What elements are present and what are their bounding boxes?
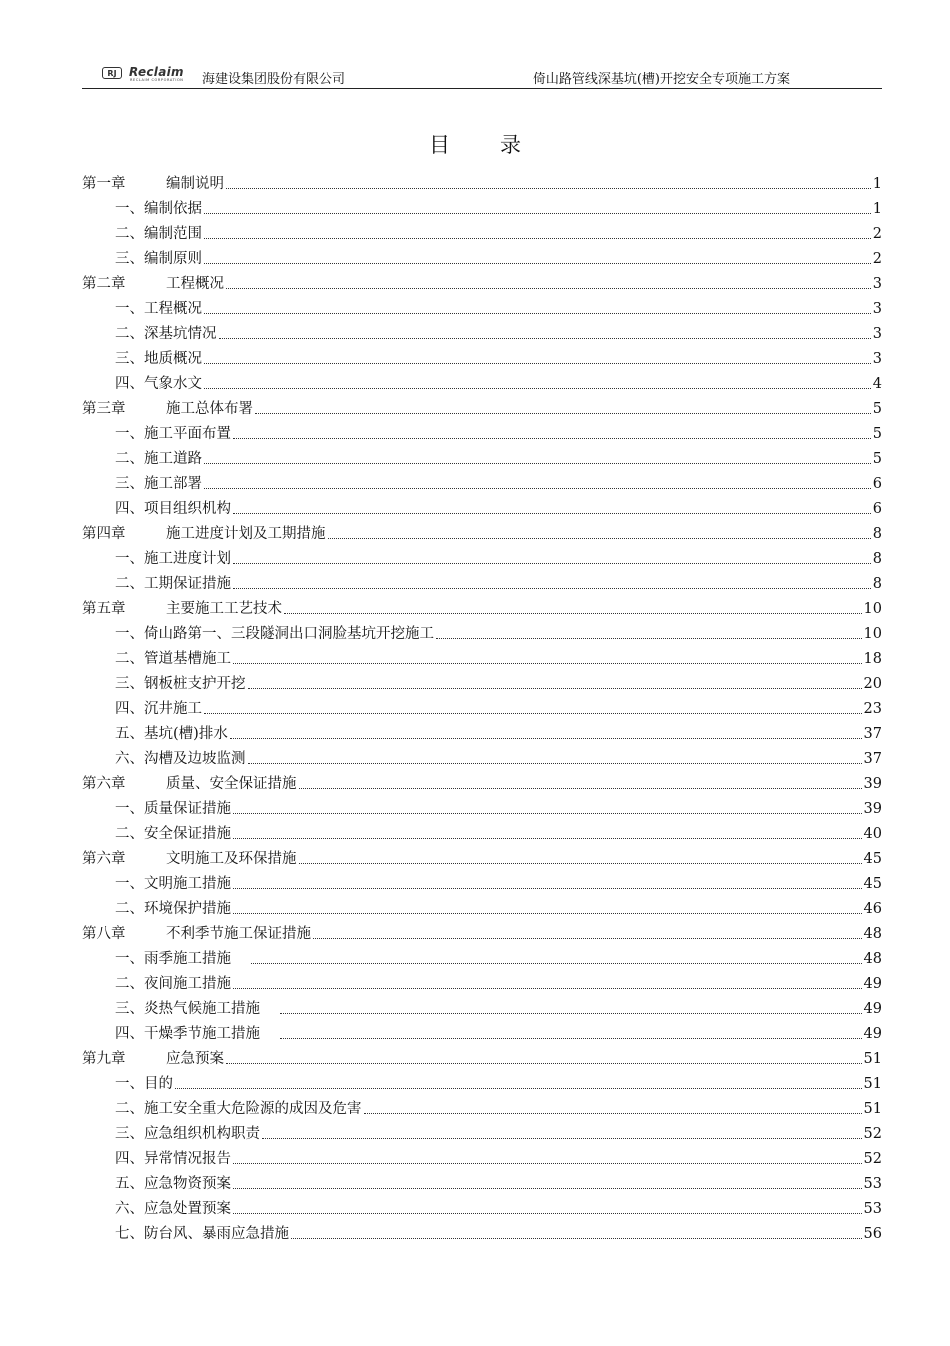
toc-entry-title: 不利季节施工保证措施 bbox=[166, 926, 311, 942]
toc-entry-title: 三、炎热气候施工措施 bbox=[115, 1001, 260, 1017]
toc-chapter-entry[interactable] bbox=[82, 1044, 882, 1069]
toc-section-entry[interactable] bbox=[82, 744, 882, 769]
toc-section-entry[interactable] bbox=[82, 794, 882, 819]
toc-page-number: 45 bbox=[863, 851, 882, 867]
toc-chapter-number: 第六章 bbox=[82, 776, 126, 792]
toc-dot-leader bbox=[230, 737, 862, 739]
toc-dot-leader bbox=[233, 662, 862, 664]
toc-page-number: 51 bbox=[863, 1076, 882, 1092]
toc-heading: 目录 bbox=[429, 133, 571, 157]
toc-dot-leader bbox=[233, 987, 862, 989]
toc-section-entry[interactable] bbox=[82, 719, 882, 744]
toc-entry-title: 二、工期保证措施 bbox=[115, 576, 231, 592]
toc-entry-title: 二、环境保护措施 bbox=[115, 901, 231, 917]
toc-page-number: 49 bbox=[863, 1001, 882, 1017]
toc-entry-title: 一、雨季施工措施 bbox=[115, 951, 231, 967]
toc-section-entry[interactable] bbox=[82, 244, 882, 269]
toc-entry-title: 一、目的 bbox=[115, 1076, 173, 1092]
logo-wordmark: Reclaim bbox=[129, 65, 184, 79]
toc-page-number: 53 bbox=[863, 1201, 882, 1217]
toc-page-number: 23 bbox=[863, 701, 882, 717]
toc-dot-leader bbox=[299, 787, 862, 789]
toc-section-entry[interactable] bbox=[82, 669, 882, 694]
toc-dot-leader bbox=[233, 812, 862, 814]
toc-entry-title: 四、气象水文 bbox=[115, 376, 202, 392]
toc-page-number: 51 bbox=[863, 1051, 882, 1067]
toc-dot-leader bbox=[204, 462, 871, 464]
toc-section-entry[interactable] bbox=[82, 419, 882, 444]
toc-entry-title: 三、地质概况 bbox=[115, 351, 202, 367]
toc-page-number: 18 bbox=[863, 651, 882, 667]
toc-chapter-number: 第九章 bbox=[82, 1051, 126, 1067]
toc-dot-leader bbox=[219, 337, 871, 339]
toc-dot-leader bbox=[233, 512, 871, 514]
toc-dot-leader bbox=[226, 187, 871, 189]
toc-chapter-entry[interactable] bbox=[82, 169, 882, 194]
toc-dot-leader bbox=[248, 762, 862, 764]
toc-entry-title: 二、编制范围 bbox=[115, 226, 202, 242]
toc-dot-leader bbox=[233, 837, 862, 839]
toc-dot-leader bbox=[175, 1087, 862, 1089]
toc-dot-leader bbox=[204, 387, 871, 389]
toc-section-entry[interactable] bbox=[82, 294, 882, 319]
toc-dot-leader bbox=[284, 612, 862, 614]
toc-entry-title: 质量、安全保证措施 bbox=[166, 776, 297, 792]
toc-dot-leader bbox=[204, 712, 862, 714]
toc-entry-title: 三、编制原则 bbox=[115, 251, 202, 267]
toc-section-entry[interactable] bbox=[82, 1019, 882, 1044]
toc-page-number: 49 bbox=[863, 976, 882, 992]
toc-dot-leader bbox=[204, 262, 871, 264]
toc-dot-leader bbox=[328, 537, 871, 539]
toc-chapter-number: 第四章 bbox=[82, 526, 126, 542]
toc-chapter-number: 第一章 bbox=[82, 176, 126, 192]
toc-page-number: 40 bbox=[863, 826, 882, 842]
toc-entry-title: 三、钢板桩支护开挖 bbox=[115, 676, 246, 692]
toc-page-number: 8 bbox=[872, 551, 882, 567]
toc-page-number: 51 bbox=[863, 1101, 882, 1117]
toc-section-entry[interactable] bbox=[82, 569, 882, 594]
toc-entry-title: 工程概况 bbox=[166, 276, 224, 292]
toc-page-number: 39 bbox=[863, 776, 882, 792]
toc-section-entry[interactable] bbox=[82, 1219, 882, 1244]
toc-chapter-number: 第五章 bbox=[82, 601, 126, 617]
toc-dot-leader bbox=[299, 862, 862, 864]
toc-entry-title: 二、管道基槽施工 bbox=[115, 651, 231, 667]
toc-page-number: 4 bbox=[872, 376, 882, 392]
toc-entry-title: 文明施工及环保措施 bbox=[166, 851, 297, 867]
table-of-contents bbox=[82, 169, 882, 1244]
toc-section-entry[interactable] bbox=[82, 969, 882, 994]
toc-page-number: 3 bbox=[872, 351, 882, 367]
toc-page-number: 5 bbox=[872, 401, 882, 417]
toc-dot-leader bbox=[313, 937, 862, 939]
toc-section-entry[interactable] bbox=[82, 1094, 882, 1119]
toc-section-entry[interactable] bbox=[82, 1169, 882, 1194]
toc-dot-leader bbox=[233, 1187, 862, 1189]
toc-section-entry[interactable] bbox=[82, 219, 882, 244]
toc-section-entry[interactable] bbox=[82, 319, 882, 344]
logo-mark: RJ bbox=[102, 67, 122, 79]
toc-section-entry[interactable] bbox=[82, 894, 882, 919]
toc-section-entry[interactable] bbox=[82, 1144, 882, 1169]
company-logo bbox=[102, 66, 198, 83]
toc-chapter-number: 第二章 bbox=[82, 276, 126, 292]
toc-page-number: 52 bbox=[863, 1151, 882, 1167]
toc-entry-title: 施工进度计划及工期措施 bbox=[166, 526, 326, 542]
toc-page-number: 1 bbox=[872, 176, 882, 192]
toc-page-number: 46 bbox=[863, 901, 882, 917]
toc-entry-title: 应急预案 bbox=[166, 1051, 224, 1067]
toc-page-number: 53 bbox=[863, 1176, 882, 1192]
toc-entry-title: 二、安全保证措施 bbox=[115, 826, 231, 842]
toc-entry-title: 一、编制依据 bbox=[115, 201, 202, 217]
toc-dot-leader bbox=[204, 212, 871, 214]
toc-chapter-entry[interactable] bbox=[82, 769, 882, 794]
toc-entry-title: 六、沟槽及边坡监测 bbox=[115, 751, 246, 767]
toc-section-entry[interactable] bbox=[82, 994, 882, 1019]
toc-section-entry[interactable] bbox=[82, 619, 882, 644]
page-header bbox=[82, 64, 882, 89]
toc-page-number: 1 bbox=[872, 201, 882, 217]
toc-page-number: 3 bbox=[872, 276, 882, 292]
toc-page-number: 6 bbox=[872, 501, 882, 517]
toc-page-number: 5 bbox=[872, 451, 882, 467]
toc-chapter-entry[interactable] bbox=[82, 269, 882, 294]
toc-section-entry[interactable] bbox=[82, 194, 882, 219]
toc-section-entry[interactable] bbox=[82, 694, 882, 719]
toc-section-entry[interactable] bbox=[82, 444, 882, 469]
toc-entry-title: 三、应急组织机构职责 bbox=[115, 1126, 260, 1142]
toc-page-number: 45 bbox=[863, 876, 882, 892]
toc-dot-leader bbox=[226, 1062, 862, 1064]
toc-page-number: 39 bbox=[863, 801, 882, 817]
toc-page-number: 8 bbox=[872, 526, 882, 542]
toc-dot-leader bbox=[233, 437, 871, 439]
toc-entry-title: 一、倚山路第一、三段隧洞出口洞脸基坑开挖施工 bbox=[115, 626, 434, 642]
toc-dot-leader bbox=[233, 1162, 862, 1164]
toc-entry-title: 编制说明 bbox=[166, 176, 224, 192]
toc-section-entry[interactable] bbox=[82, 344, 882, 369]
toc-entry-title: 一、施工进度计划 bbox=[115, 551, 231, 567]
toc-dot-leader bbox=[204, 312, 871, 314]
toc-section-entry[interactable] bbox=[82, 869, 882, 894]
toc-entry-title: 二、施工道路 bbox=[115, 451, 202, 467]
toc-entry-title: 一、质量保证措施 bbox=[115, 801, 231, 817]
toc-dot-leader bbox=[233, 912, 862, 914]
toc-page-number: 10 bbox=[863, 601, 882, 617]
toc-entry-title: 一、工程概况 bbox=[115, 301, 202, 317]
toc-dot-leader bbox=[262, 1137, 862, 1139]
toc-dot-leader bbox=[204, 487, 871, 489]
toc-page-number: 37 bbox=[863, 751, 882, 767]
toc-page-number: 56 bbox=[863, 1226, 882, 1242]
toc-chapter-entry[interactable] bbox=[82, 594, 882, 619]
toc-dot-leader bbox=[291, 1237, 862, 1239]
toc-chapter-entry[interactable] bbox=[82, 844, 882, 869]
toc-section-entry[interactable] bbox=[82, 469, 882, 494]
toc-entry-title: 五、基坑(槽)排水 bbox=[115, 726, 228, 742]
toc-chapter-number: 第三章 bbox=[82, 401, 126, 417]
toc-dot-leader bbox=[204, 362, 871, 364]
toc-page-number: 2 bbox=[872, 226, 882, 242]
toc-dot-leader bbox=[233, 1212, 862, 1214]
toc-page-number: 52 bbox=[863, 1126, 882, 1142]
toc-entry-title: 二、施工安全重大危险源的成因及危害 bbox=[115, 1101, 362, 1117]
toc-section-entry[interactable] bbox=[82, 494, 882, 519]
toc-section-entry[interactable] bbox=[82, 944, 882, 969]
toc-entry-title: 四、异常情况报告 bbox=[115, 1151, 231, 1167]
toc-chapter-entry[interactable] bbox=[82, 919, 882, 944]
toc-page-number: 37 bbox=[863, 726, 882, 742]
toc-dot-leader bbox=[204, 237, 871, 239]
toc-page-number: 48 bbox=[863, 951, 882, 967]
toc-page-number: 3 bbox=[872, 301, 882, 317]
toc-entry-title: 主要施工工艺技术 bbox=[166, 601, 282, 617]
toc-dot-leader bbox=[248, 687, 862, 689]
toc-entry-title: 一、文明施工措施 bbox=[115, 876, 231, 892]
toc-dot-leader bbox=[226, 287, 871, 289]
toc-page-number: 10 bbox=[863, 626, 882, 642]
toc-dot-leader bbox=[233, 562, 871, 564]
toc-dot-leader bbox=[233, 587, 871, 589]
toc-dot-leader bbox=[280, 1037, 862, 1039]
toc-chapter-entry[interactable] bbox=[82, 394, 882, 419]
toc-dot-leader bbox=[436, 637, 862, 639]
toc-chapter-number: 第八章 bbox=[82, 926, 126, 942]
toc-section-entry[interactable] bbox=[82, 1069, 882, 1094]
toc-section-entry[interactable] bbox=[82, 819, 882, 844]
toc-section-entry[interactable] bbox=[82, 369, 882, 394]
toc-entry-title: 四、沉井施工 bbox=[115, 701, 202, 717]
toc-entry-title: 五、应急物资预案 bbox=[115, 1176, 231, 1192]
toc-page-number: 8 bbox=[872, 576, 882, 592]
toc-entry-title: 四、项目组织机构 bbox=[115, 501, 231, 517]
toc-section-entry[interactable] bbox=[82, 544, 882, 569]
toc-entry-title: 施工总体布署 bbox=[166, 401, 253, 417]
toc-section-entry[interactable] bbox=[82, 644, 882, 669]
toc-dot-leader bbox=[233, 887, 862, 889]
toc-dot-leader bbox=[251, 962, 862, 964]
toc-entry-title: 二、深基坑情况 bbox=[115, 326, 217, 342]
toc-page-number: 49 bbox=[863, 1026, 882, 1042]
toc-page-number: 48 bbox=[863, 926, 882, 942]
toc-dot-leader bbox=[255, 412, 871, 414]
company-name: 海建设集团股份有限公司 bbox=[202, 72, 346, 87]
toc-page-number: 6 bbox=[872, 476, 882, 492]
toc-section-entry[interactable] bbox=[82, 1194, 882, 1219]
toc-section-entry[interactable] bbox=[82, 1119, 882, 1144]
toc-entry-title: 二、夜间施工措施 bbox=[115, 976, 231, 992]
toc-chapter-entry[interactable] bbox=[82, 519, 882, 544]
toc-page-number: 20 bbox=[863, 676, 882, 692]
toc-dot-leader bbox=[280, 1012, 862, 1014]
toc-entry-title: 七、防台风、暴雨应急措施 bbox=[115, 1226, 289, 1242]
toc-dot-leader bbox=[364, 1112, 862, 1114]
toc-page-number: 2 bbox=[872, 251, 882, 267]
toc-entry-title: 四、干燥季节施工措施 bbox=[115, 1026, 260, 1042]
document-title: 倚山路管线深基坑(槽)开挖安全专项施工方案 bbox=[532, 72, 790, 87]
toc-entry-title: 三、施工部署 bbox=[115, 476, 202, 492]
toc-page-number: 5 bbox=[872, 426, 882, 442]
toc-chapter-number: 第六章 bbox=[82, 851, 126, 867]
toc-entry-title: 六、应急处置预案 bbox=[115, 1201, 231, 1217]
toc-entry-title: 一、施工平面布置 bbox=[115, 426, 231, 442]
toc-page-number: 3 bbox=[872, 326, 882, 342]
logo-subtext: RECLAIM CORPORATION bbox=[130, 78, 184, 82]
